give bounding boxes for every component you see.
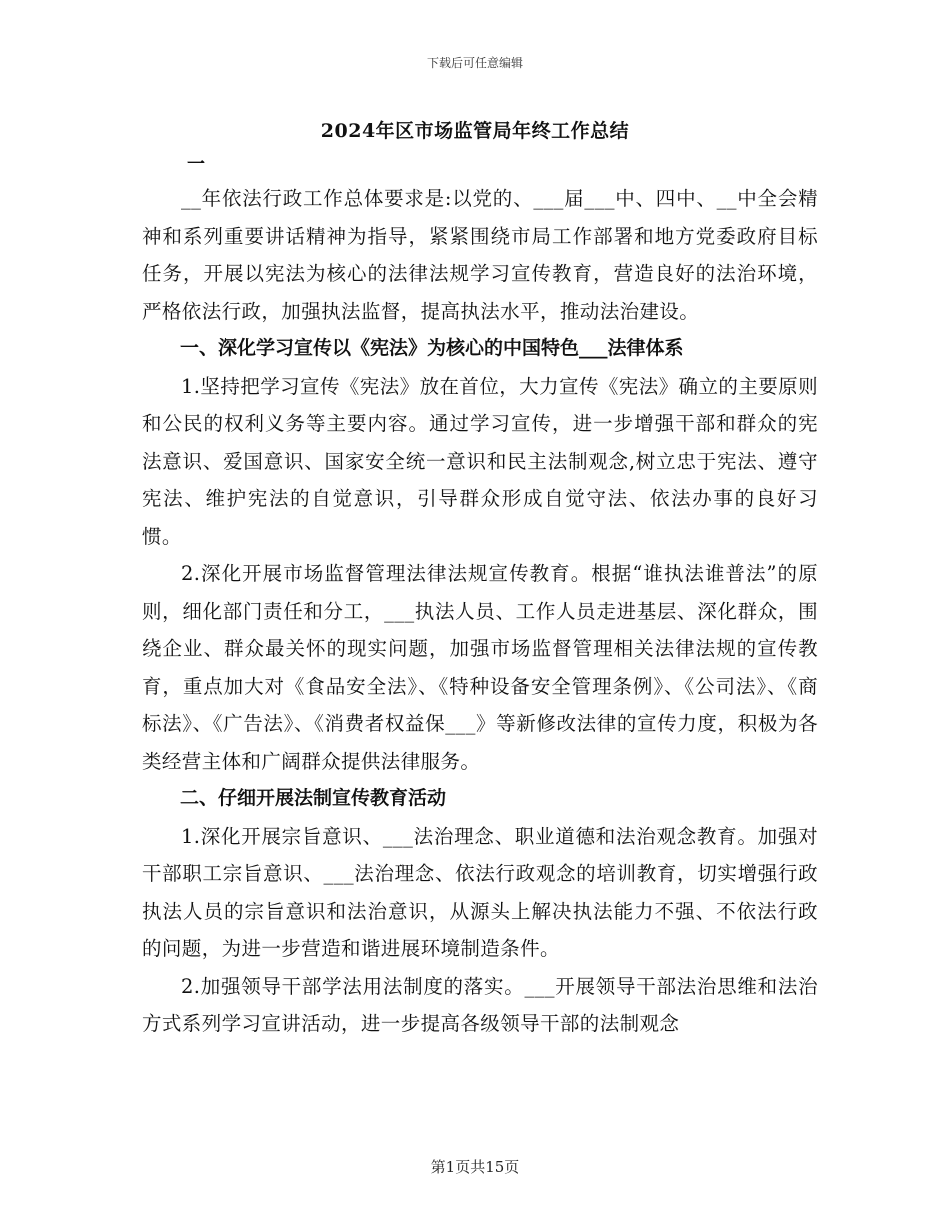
paragraph: 1.深化开展宗旨意识、___法治理念、职业道德和法治观念教育。加强对干部职工宗旨意识、___法治理念、依法行政观念的培训教育，切实增强行政执法人员的宗旨意识和法治意识，从源头上解决执法能力不强、不依法行政的问题，为进一步营造和谐进展环境制造条件。	[142, 824, 818, 960]
section-mark: 一	[187, 154, 205, 175]
paragraph: __年依法行政工作总体要求是:以党的、___届___中、四中、__中全会精神和系列重要讲话精神为指导，紧紧围绕市局工作部署和地方党委政府目标任务，开展以宪法为核心的法律法规学习宣传教育，营造良好的法治环境，严格依法行政，加强执法监督，提高执法水平，推动法治建设。	[142, 187, 818, 323]
page-header: 下载后可任意编辑	[426, 56, 523, 70]
document-body	[142, 180, 818, 1043]
section-heading: 二、仔细开展法制宣传教育活动	[180, 787, 447, 809]
section-heading: 一、深化学习宣传以《宪法》为核心的中国特色___法律体系	[180, 337, 684, 359]
paragraph: 2.深化开展市场监督管理法律法规宣传教育。根据“谁执法谁普法”的原则，细化部门责任和分工，___执法人员、工作人员走进基层、深化群众，围绕企业、群众最关怀的现实问题，加强市场监督管理相关法律法规的宣传教育，重点加大对《食品安全法》、《特种设备安全管理条例》、《公司法》、《商标法》、《广告法》、《消费者权益保___》等新修改法律的宣传力度，积极为各类经营主体和广阔群众提供法律服务。	[142, 562, 818, 773]
paragraph: 2.加强领导干部学法用法制度的落实。___开展领导干部法治思维和法治方式系列学习宣讲活动，进一步提高各级领导干部的法制观念	[142, 974, 818, 1035]
document-title: 2024年区市场监管局年终工作总结	[320, 120, 630, 142]
paragraph: 1.坚持把学习宣传《宪法》放在首位，大力宣传《宪法》确立的主要原则和公民的权利义务等主要内容。通过学习宣传，进一步增强干部和群众的宪法意识、爱国意识、国家安全统一意识和民主法制观念,树立忠于宪法、遵守宪法、维护宪法的自觉意识，引导群众形成自觉守法、依法办事的良好习惯。	[142, 374, 818, 548]
page-footer: 第1页共15页	[430, 1158, 520, 1176]
